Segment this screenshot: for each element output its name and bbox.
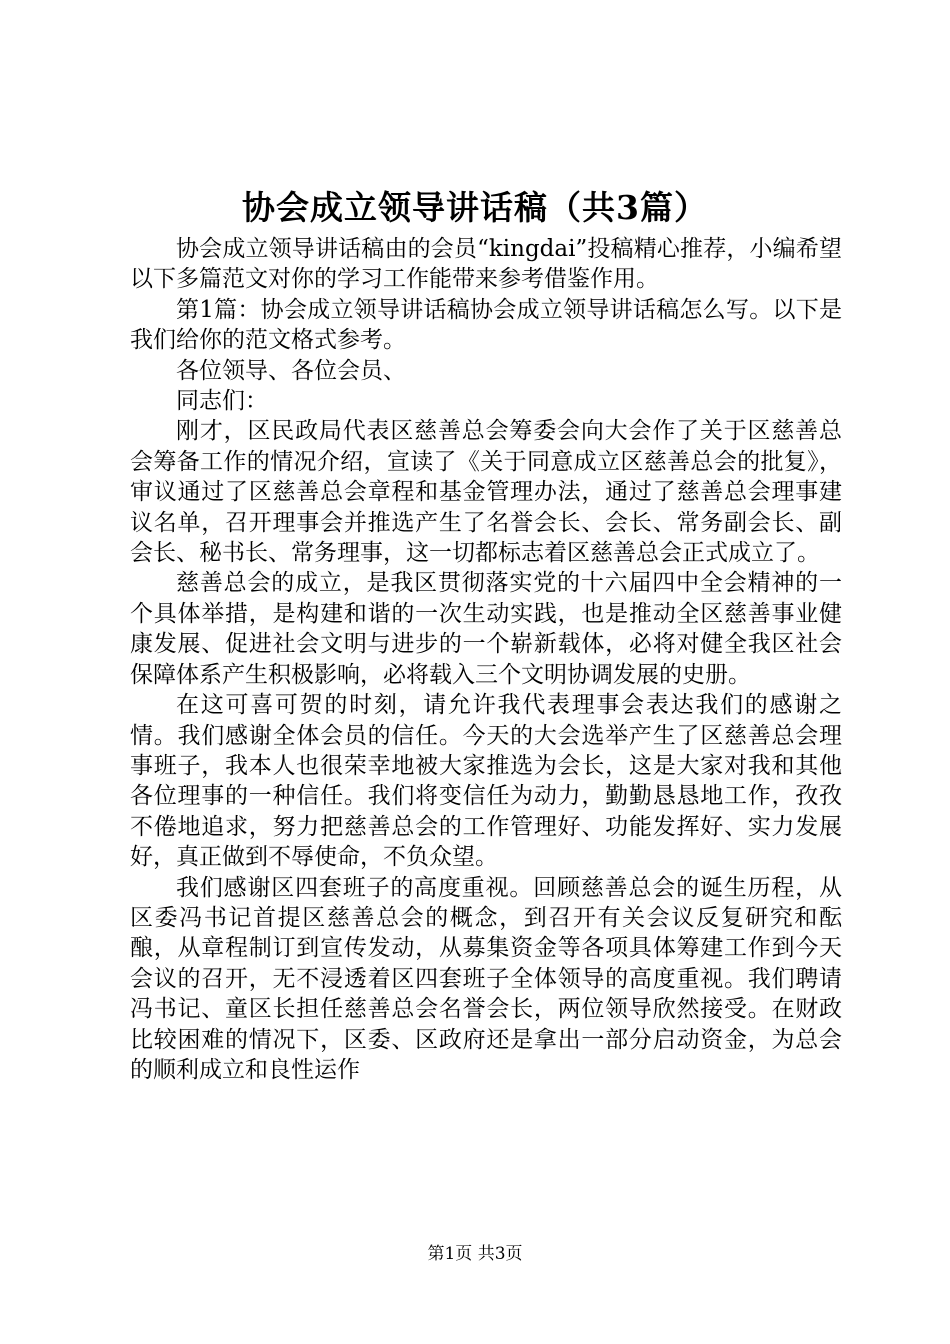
document-body (130, 234, 842, 1085)
paragraph: 刚才，区民政局代表区慈善总会筹委会向大会作了关于区慈善总会筹备工作的情况介绍，宣读了《关于同意成立区慈善总会的批复》，审议通过了区慈善总会章程和基金管理办法，通过了慈善总会理事建议名单，召开理事会并推选产生了名誉会长、会长、常务副会长、副会长、秘书长、常务理事，这一切都标志着区慈善总会正式成立了。 (130, 418, 842, 567)
paragraph: 在这可喜可贺的时刻，请允许我代表理事会表达我们的感谢之情。我们感谢全体会员的信任。今天的大会选举产生了区慈善总会理事班子，我本人也很荣幸地被大家推选为会长，这是大家对我和其他各位理事的一种信任。我们将变信任为动力，勤勤恳恳地工作，孜孜不倦地追求，努力把慈善总会的工作管理好、功能发挥好、实力发展好，真正做到不辱使命，不负众望。 (130, 692, 842, 871)
paragraph: 慈善总会的成立，是我区贯彻落实党的十六届四中全会精神的一个具体举措，是构建和谐的一次生动实践，也是推动全区慈善事业健康发展、促进社会文明与进步的一个崭新载体，必将对健全我区社会保障体系产生积极影响，必将载入三个文明协调发展的史册。 (130, 570, 842, 688)
page-footer: 第1页 共3页 (427, 1244, 523, 1264)
document-title: 协会成立领导讲话稿（共3篇） (242, 188, 708, 227)
paragraph: 同志们： (176, 388, 268, 415)
paragraph: 第1篇：协会成立领导讲话稿协会成立领导讲话稿怎么写。以下是我们给你的范文格式参考。 (130, 296, 842, 354)
paragraph: 我们感谢区四套班子的高度重视。回顾慈善总会的诞生历程，从区委冯书记首提区慈善总会的概念，到召开有关会议反复研究和酝酿，从章程制订到宣传发动，从募集资金等各项具体筹建工作到今天会议的召开，无不浸透着区四套班子全体领导的高度重视。我们聘请冯书记、童区长担任慈善总会名誉会长，两位领导欣然接受。在财政比较困难的情况下，区委、区政府还是拿出一部分启动资金，为总会的顺利成立和良性运作 (130, 874, 842, 1083)
paragraph: 各位领导、各位会员、 (176, 357, 406, 384)
paragraph: 协会成立领导讲话稿由的会员“kingdai”投稿精心推荐，小编希望以下多篇范文对你的学习工作能带来参考借鉴作用。 (130, 236, 842, 293)
